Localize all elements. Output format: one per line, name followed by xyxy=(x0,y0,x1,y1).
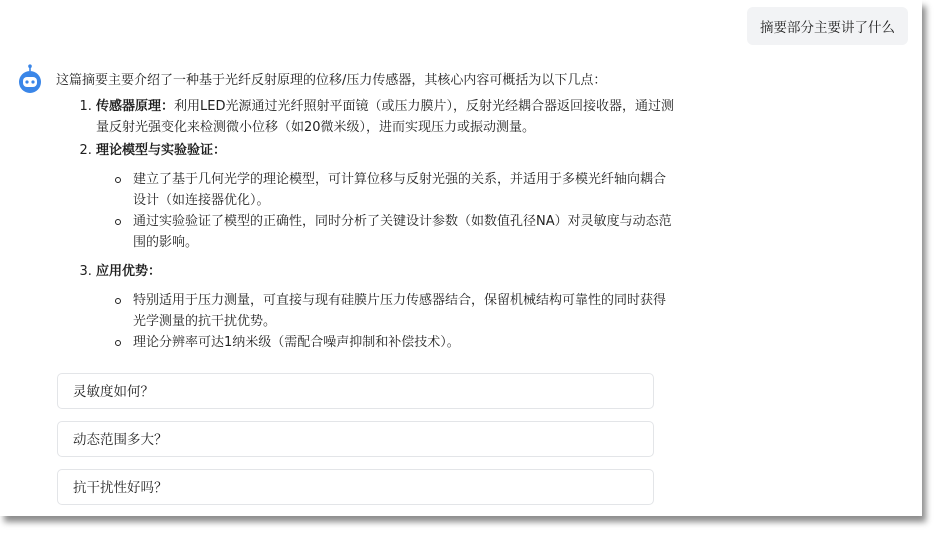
point-title: 理论模型与实验验证 xyxy=(96,143,214,158)
point-bullets xyxy=(93,290,676,353)
answer-intro: 这篇摘要主要介绍了一种基于光纤反射原理的位移/压力传感器，其核心内容可概括为以下几点： xyxy=(56,73,607,88)
suggestion-interference[interactable]: 抗干扰性好吗？ xyxy=(57,469,654,505)
suggestion-dynamic-range[interactable]: 动态范围多大？ xyxy=(57,421,654,457)
user-message-bubble: 摘要部分主要讲了什么 xyxy=(747,7,908,45)
point-separator: ： xyxy=(148,264,162,279)
point-item xyxy=(96,140,676,253)
point-separator: ： xyxy=(161,99,175,114)
point-separator: ： xyxy=(213,143,227,158)
point-item xyxy=(96,261,676,353)
point-text: 利用LED光源通过光纤照射平面镜（或压力膜片），反射光经耦合器返回接收器，通过测量反射光强变化来检测微小位移（如20微米级），进而实现压力或振动测量。 xyxy=(96,99,674,135)
point-title: 传感器原理 xyxy=(96,99,162,114)
robot-avatar-icon xyxy=(16,64,44,94)
bullet-item: 通过实验验证了模型的正确性，同时分析了关键设计参数（如数值孔径NA）对灵敏度与动态范围的影响。 xyxy=(133,211,676,253)
point-title: 应用优势 xyxy=(96,264,149,279)
bullet-item: 理论分辨率可达1纳米级（需配合噪声抑制和补偿技术）。 xyxy=(133,332,676,353)
answer-points xyxy=(56,96,676,353)
bullet-item: 建立了基于几何光学的理论模型，可计算位移与反射光强的关系，并适用于多模光纤轴向耦合设计（如连接器优化）。 xyxy=(133,169,676,211)
point-item xyxy=(96,96,676,138)
assistant-answer xyxy=(56,70,676,361)
point-bullets xyxy=(93,169,676,253)
suggestion-sensitivity[interactable]: 灵敏度如何？ xyxy=(57,373,654,409)
bullet-item: 特别适用于压力测量，可直接与现有硅膜片压力传感器结合，保留机械结构可靠性的同时获得光学测量的抗干扰优势。 xyxy=(133,290,676,332)
